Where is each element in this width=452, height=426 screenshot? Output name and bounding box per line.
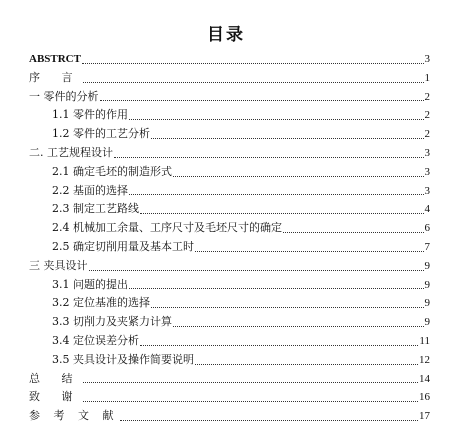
toc-entry-2-5[interactable] (29, 238, 430, 257)
toc-entry-page: 3 (424, 53, 430, 65)
toc-entry-page: 9 (424, 278, 430, 291)
toc-entry-page: 3 (424, 146, 430, 159)
dot-leader (151, 307, 424, 308)
toc-entry-label: 1.1 零件的作用 (52, 108, 128, 122)
toc-entry-page: 11 (419, 334, 430, 347)
toc-entry-3-4[interactable] (29, 332, 430, 351)
dot-leader (83, 401, 419, 402)
dot-leader (83, 382, 419, 383)
dot-leader (173, 326, 424, 327)
toc-entry-page: 4 (424, 203, 430, 216)
toc-entry-process-design[interactable] (29, 144, 430, 163)
toc-entry-label: 2.1 确定毛坯的制造形式 (52, 164, 172, 178)
dot-leader (129, 194, 424, 195)
toc-entry-1-2[interactable] (29, 125, 430, 144)
toc-entry-label: 总 结 (29, 371, 82, 385)
table-of-contents (29, 50, 430, 426)
dot-leader (120, 420, 419, 421)
dot-leader (100, 100, 424, 101)
toc-entry-label: 3.5 夹具设计及操作简要说明 (52, 352, 194, 366)
toc-entry-page: 17 (419, 410, 430, 423)
toc-entry-3-1[interactable] (29, 276, 430, 295)
toc-entry-part-analysis[interactable] (29, 88, 430, 107)
toc-entry-acknowledgements[interactable] (29, 388, 430, 407)
toc-entry-label: 2.5 确定切削用量及基本工时 (52, 239, 194, 253)
toc-entry-page: 2 (424, 90, 430, 103)
dot-leader (89, 270, 424, 271)
dot-leader (195, 364, 418, 365)
toc-entry-label: 参 考 文 献 (29, 409, 119, 423)
toc-entry-label: 二. 工艺规程设计 (29, 145, 113, 159)
toc-entry-page: 1 (424, 71, 430, 84)
toc-entry-page: 16 (419, 391, 430, 404)
toc-entry-label: 2.4 机械加工余量、工序尺寸及毛坯尺寸的确定 (52, 221, 282, 235)
toc-entry-label: 序 言 (29, 70, 82, 84)
toc-entry-label: 1.2 零件的工艺分析 (52, 127, 150, 141)
toc-entry-label: 3.2 定位基准的选择 (52, 296, 150, 310)
toc-entry-preface[interactable] (29, 69, 430, 88)
dot-leader (129, 119, 424, 120)
toc-entry-3-2[interactable] (29, 294, 430, 313)
toc-entry-page: 7 (424, 240, 430, 253)
toc-entry-label: 3.1 问题的提出 (52, 277, 128, 291)
toc-entry-fixture-design[interactable] (29, 257, 430, 276)
dot-leader (195, 251, 424, 252)
toc-entry-page: 6 (424, 222, 430, 235)
toc-entry-label: 3.3 切削力及夹紧力计算 (52, 315, 172, 329)
toc-entry-2-1[interactable] (29, 163, 430, 182)
toc-entry-page: 9 (424, 259, 430, 272)
toc-entry-label: 一 零件的分析 (29, 89, 99, 103)
toc-entry-page: 9 (424, 316, 430, 329)
dot-leader (140, 213, 424, 214)
toc-entry-2-3[interactable] (29, 200, 430, 219)
toc-entry-label: 2.2 基面的选择 (52, 183, 128, 197)
toc-entry-3-3[interactable] (29, 313, 430, 332)
toc-entry-page: 3 (424, 165, 430, 178)
toc-entry-page: 9 (424, 297, 430, 310)
toc-entry-abstract[interactable] (29, 50, 430, 69)
toc-entry-label: 2.3 制定工艺路线 (52, 202, 139, 216)
toc-entry-1-1[interactable] (29, 106, 430, 125)
toc-entry-page: 3 (424, 184, 430, 197)
dot-leader (151, 138, 424, 139)
toc-entry-page: 2 (424, 109, 430, 122)
toc-entry-page: 2 (424, 128, 430, 141)
toc-entry-label: 三 夹具设计 (29, 258, 88, 272)
toc-entry-label: 3.4 定位误差分析 (52, 333, 139, 347)
dot-leader (140, 345, 418, 346)
toc-entry-page: 14 (419, 372, 430, 385)
dot-leader (129, 288, 424, 289)
toc-entry-summary[interactable] (29, 370, 430, 389)
toc-entry-2-2[interactable] (29, 182, 430, 201)
toc-entry-references[interactable] (29, 407, 430, 426)
toc-entry-3-5[interactable] (29, 351, 430, 370)
dot-leader (114, 157, 424, 158)
toc-entry-2-4[interactable] (29, 219, 430, 238)
toc-entry-page: 12 (419, 353, 430, 366)
dot-leader (283, 232, 424, 233)
dot-leader (173, 176, 424, 177)
dot-leader (82, 63, 424, 64)
toc-title: 目录 (207, 25, 245, 45)
toc-entry-label: ABSTRCT (29, 53, 81, 65)
dot-leader (83, 82, 424, 83)
toc-entry-label: 致 谢 (29, 390, 82, 404)
